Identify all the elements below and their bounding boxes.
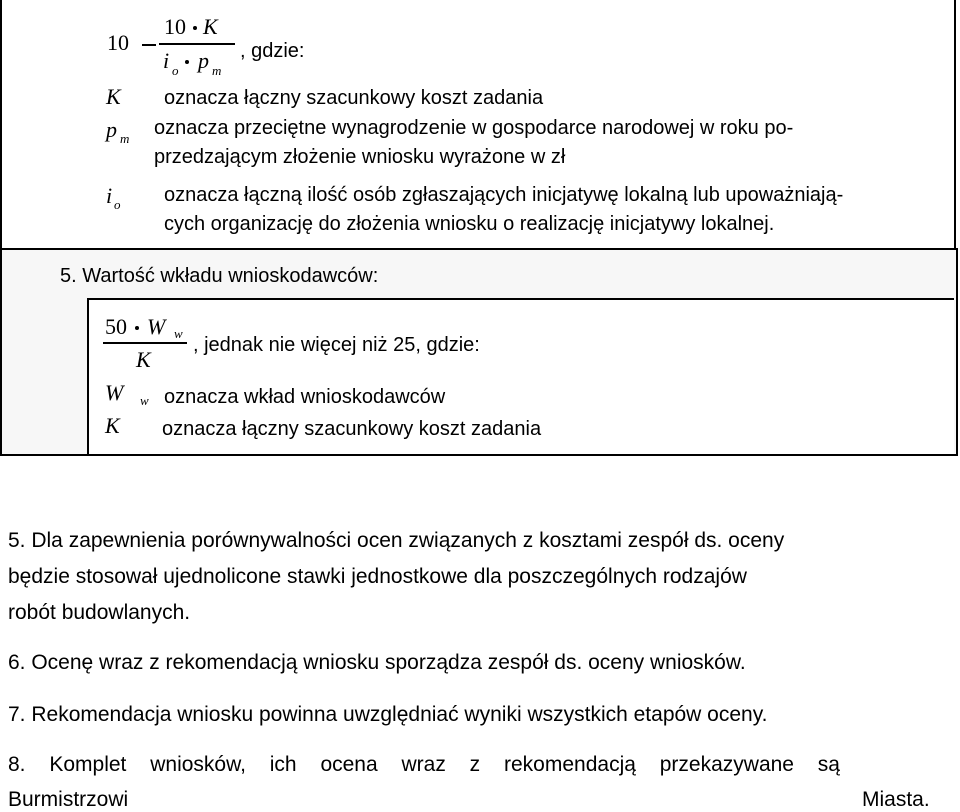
- def-text: oznacza łączny szacunkowy koszt zadania: [164, 87, 544, 109]
- paragraph-5-line-1: 5. Dla zapewnienia porównywalności ocen związanych z kosztami zespół ds. oceny: [8, 529, 785, 552]
- formula-box-top: [0, 0, 956, 248]
- def-text-cont: przedzającym złożenie wniosku wyrażone w zł: [154, 146, 566, 168]
- paragraph-8-line-1: 8. Komplet wniosków, ich ocena wraz z rekomendacją przekazywane są: [8, 753, 840, 776]
- formula1-den-i: i: [163, 48, 170, 73]
- multiply-dot: [135, 326, 139, 330]
- def-symbol-p-sub: m: [120, 131, 130, 146]
- def-text: oznacza przeciętne wynagrodzenie w gospodarce narodowej w roku po-: [154, 117, 794, 139]
- def-text: oznacza łączną ilość osób zgłaszających inicjatywę lokalną lub upoważniają-: [164, 184, 844, 206]
- def2-text: oznacza wkład wnioskodawców: [164, 386, 446, 408]
- def2-symbol-w: W: [105, 380, 124, 405]
- formula2-den: K: [136, 347, 151, 372]
- formula1-suffix: , gdzie:: [240, 40, 305, 62]
- paragraph-5-line-2: będzie stosował ujednolicone stawki jednostkowe dla poszczególnych rodzajów: [8, 565, 747, 588]
- formula1-den-i-sub: o: [172, 63, 179, 78]
- formula1-num-var: K: [203, 14, 218, 39]
- formula2-suffix: , jednak nie więcej niż 25, gdzie:: [193, 334, 480, 356]
- def2-text: oznacza łączny szacunkowy koszt zadania: [162, 418, 542, 440]
- formula1-den-p-sub: m: [212, 63, 222, 78]
- section5-formula-box: [87, 298, 954, 454]
- fraction-bar: [159, 43, 235, 45]
- formula1-den-p: p: [198, 48, 209, 73]
- fraction-bar: [103, 342, 187, 344]
- formula1-num-coef: 10: [164, 14, 186, 39]
- section5-heading: 5. Wartość wkładu wnioskodawców:: [60, 265, 379, 287]
- formula2-num-var: W: [147, 314, 166, 339]
- def2-symbol-k: K: [105, 413, 120, 438]
- multiply-dot: [185, 60, 189, 64]
- def-symbol-k: K: [106, 84, 121, 109]
- formula2-num-sub: w: [174, 326, 183, 341]
- def-text-cont: cych organizację do złożenia wniosku o realizację inicjatywy lokalnej.: [164, 213, 775, 235]
- formula1-lead: 10: [107, 30, 129, 55]
- minus-sign: [142, 44, 156, 46]
- paragraph-7: 7. Rekomendacja wniosku powinna uwzględniać wyniki wszystkich etapów oceny.: [8, 703, 768, 726]
- paragraph-8-line-2-end: Miasta.: [862, 788, 930, 811]
- multiply-dot: [193, 26, 197, 30]
- def-symbol-i-sub: o: [114, 197, 121, 212]
- def-symbol-i: i: [106, 183, 113, 208]
- def2-symbol-w-sub: w: [140, 393, 149, 408]
- formula2-num-coef: 50: [105, 314, 127, 339]
- section5-box: [0, 248, 958, 456]
- paragraph-6: 6. Ocenę wraz z rekomendacją wniosku sporządza zespół ds. oceny wniosków.: [8, 651, 746, 674]
- paragraph-8-line-2-start: Burmistrzowi: [8, 788, 129, 811]
- def-symbol-p: p: [106, 117, 117, 142]
- paragraph-5-line-3: robót budowlanych.: [8, 601, 191, 624]
